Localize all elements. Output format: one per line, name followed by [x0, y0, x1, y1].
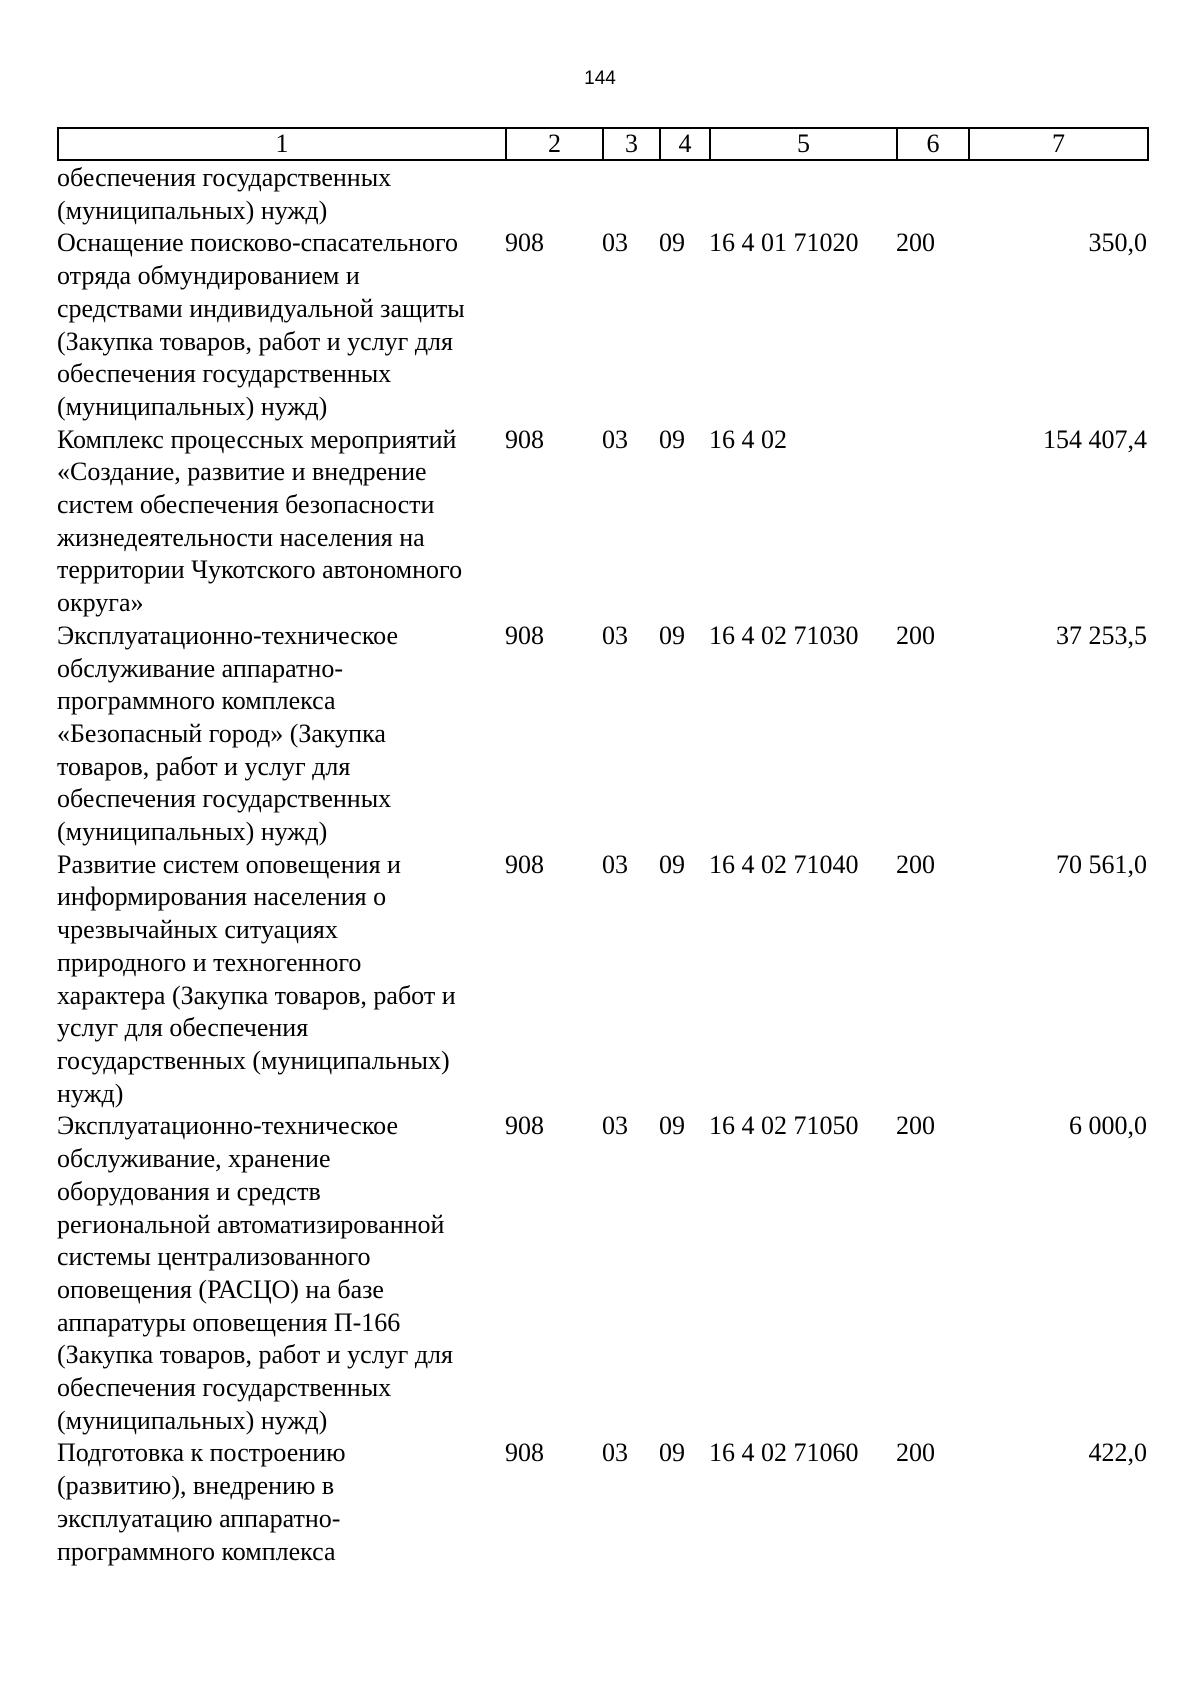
row-ministry-code: 908 — [505, 228, 544, 258]
row-subsection-code: 09 — [659, 849, 685, 879]
row-description: Оснащение поисково-спасательного отряда обмундированием и средствами индивидуальной защиты (Закупка товаров, работ и услуг для обеспечения государственных (муниципальных) нужд) — [57, 228, 465, 421]
row-expense-type: 200 — [896, 849, 935, 879]
row-target-article: 16 4 02 71060 — [709, 1438, 859, 1468]
row-amount — [968, 162, 1147, 227]
table-row — [57, 1437, 1147, 1568]
row-ministry-code: 908 — [505, 620, 544, 650]
row-expense-type: 200 — [896, 228, 935, 258]
row-expense-type: 200 — [896, 1111, 935, 1141]
row-expense-type: 200 — [896, 620, 935, 650]
table-row — [57, 227, 1147, 423]
column-header-7: 7 — [969, 128, 1148, 160]
row-target-article: 16 4 02 71030 — [709, 620, 859, 650]
column-header-3: 3 — [603, 128, 660, 160]
row-subsection-code: 09 — [659, 620, 685, 650]
row-section-code: 03 — [602, 620, 628, 650]
column-header-1: 1 — [58, 128, 506, 160]
column-header-6: 6 — [897, 128, 969, 160]
row-section-code: 03 — [602, 1438, 628, 1468]
row-section-code — [602, 162, 659, 227]
row-target-article — [709, 162, 896, 227]
column-header-row — [58, 128, 1148, 160]
row-subsection-code: 09 — [659, 424, 685, 454]
budget-table — [57, 162, 1147, 1568]
row-amount: 37 253,5 — [1056, 620, 1147, 650]
table-row — [57, 162, 1147, 227]
row-section-code: 03 — [602, 228, 628, 258]
row-description: Развитие систем оповещения и информирования населения о чрезвычайных ситуациях природного и техногенного характера (Закупка товаров, работ и услуг для обеспечения государственных (муниципальных) нужд) — [57, 849, 456, 1108]
row-section-code: 03 — [602, 424, 628, 454]
table-row — [57, 849, 1147, 1111]
row-target-article: 16 4 02 71040 — [709, 849, 859, 879]
column-header-4: 4 — [660, 128, 710, 160]
row-expense-type — [896, 162, 968, 227]
table-row — [57, 620, 1147, 849]
row-subsection-code — [659, 162, 709, 227]
column-header-2: 2 — [506, 128, 603, 160]
row-subsection-code: 09 — [659, 228, 685, 258]
column-header-5: 5 — [710, 128, 897, 160]
column-header-table — [57, 127, 1149, 161]
row-ministry-code: 908 — [505, 1438, 544, 1468]
row-amount: 154 407,4 — [1043, 424, 1147, 454]
row-amount: 350,0 — [1088, 228, 1147, 258]
row-ministry-code: 908 — [505, 1111, 544, 1141]
table-row — [57, 1110, 1147, 1437]
row-section-code: 03 — [602, 1111, 628, 1141]
row-description: Эксплуатационно-техническое обслуживание аппаратно- программного комплекса «Безопасный город» (Закупка товаров, работ и услуг для обеспечения государственных (муниципальных) нужд) — [57, 620, 398, 847]
row-amount: 422,0 — [1088, 1438, 1147, 1468]
row-target-article: 16 4 02 — [709, 424, 787, 454]
row-description: Комплекс процессных мероприятий «Создание, развитие и внедрение систем обеспечения безопасности жизнедеятельности населения на территории Чукотского автономного округа» — [57, 424, 463, 618]
row-description: Эксплуатационно-техническое обслуживание, хранение оборудования и средств региональной автоматизированной системы централизованного оповещения (РАСЦО) на базе аппаратуры оповещения П-166 (Закупка товаров, работ и услуг для обеспечения государственных (муниципальных) нужд) — [57, 1111, 453, 1435]
row-subsection-code: 09 — [659, 1438, 685, 1468]
row-ministry-code: 908 — [505, 424, 544, 454]
row-section-code: 03 — [602, 849, 628, 879]
table-row — [57, 424, 1147, 620]
row-ministry-code — [505, 162, 602, 227]
row-description: Подготовка к построению (развитию), внедрению в эксплуатацию аппаратно- программного комплекса — [57, 1438, 346, 1566]
row-expense-type — [896, 424, 968, 620]
row-amount: 70 561,0 — [1056, 849, 1147, 879]
row-subsection-code: 09 — [659, 1111, 685, 1141]
row-ministry-code: 908 — [505, 849, 544, 879]
page-number: 144 — [584, 68, 616, 89]
row-expense-type: 200 — [896, 1438, 935, 1468]
row-description: обеспечения государственных (муниципальных) нужд) — [57, 163, 392, 225]
row-amount: 6 000,0 — [1069, 1111, 1147, 1141]
row-target-article: 16 4 02 71050 — [709, 1111, 859, 1141]
row-target-article: 16 4 01 71020 — [709, 228, 859, 258]
